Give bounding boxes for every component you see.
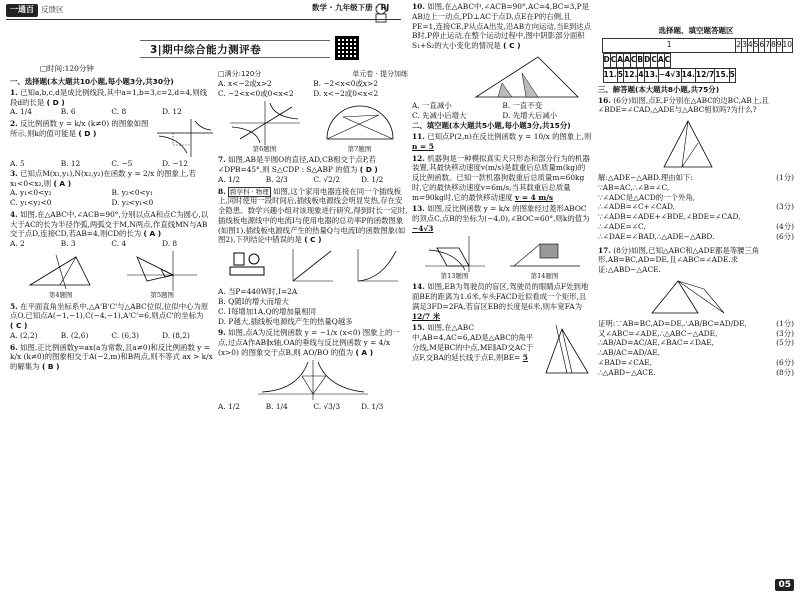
exam-time: □时间:120分钟 [40, 64, 94, 73]
question-8-options [218, 287, 408, 326]
question-1 [10, 88, 213, 117]
brand [6, 4, 64, 17]
q-number: 17. [598, 245, 611, 255]
table-cell: 3 [742, 38, 748, 52]
sol-text: ∴AB/AD=AC/AE,∠BAC=∠DAE, [598, 338, 714, 348]
sol-score: (3分) [776, 328, 794, 338]
solution-line [598, 329, 794, 339]
figure-caption: 第7题图 [347, 144, 372, 153]
answer-table-title: 选择题、填空题答题区 [658, 26, 734, 35]
graph-Q-I [352, 247, 400, 285]
sol-score: (6分) [776, 231, 794, 241]
q-number: 13. [412, 204, 425, 214]
option: A. 2 [10, 239, 25, 249]
solution-line [598, 173, 794, 183]
table-cell: A [617, 53, 624, 67]
q-number: 14. [412, 282, 425, 292]
q-text: 如图,反比例函数 y = k/x 的图象经过菱形ABOC的顶点C,点B的坐标为(−4,0),∠BOC=60°,则k的值为 [412, 204, 590, 224]
question-14 [412, 282, 592, 321]
question-11 [412, 132, 592, 152]
sol-score: (6分) [776, 357, 794, 367]
q-number: 16. [598, 95, 611, 105]
graph-I-P [287, 247, 335, 285]
table-cell: 11. [603, 68, 617, 82]
sol-text: ∴∠ADB=∠C+∠CAD, [598, 202, 676, 212]
figure-13 [425, 236, 485, 272]
q-text: 在平面直角坐标系中,△A'B'C'与△ABC位似,位似中心为原点O,已知点A(−1,−1),C(−4,−1),A'C'=6,则点C'的坐标为 [10, 301, 209, 321]
q-answer: ( D ) [359, 165, 378, 175]
section1-heading: 一、选择题(本大题共10小题,每小题3分,共30分) [10, 77, 174, 86]
question-15 [412, 323, 592, 377]
table-cell: 5 [617, 68, 623, 82]
q-number: 12. [412, 153, 425, 163]
q-number: 6. [10, 342, 18, 352]
table-cell: 15. [715, 68, 729, 82]
table-cell: 7 [765, 38, 771, 52]
q-answer: ( D ) [78, 128, 97, 138]
option: A. 当P=440W时,I=2A [218, 287, 298, 297]
q-text: 已知点M(x₁,y₁),N(x₂,y₂)在函数 y = 2/x 的图象上,若x₁<0<x₂,则 [10, 168, 197, 188]
sol-text: ∴∠ADE=∠C, [598, 222, 646, 232]
option: D. P越大,插线板电源线产生的热量Q越多 [218, 316, 353, 326]
table-cell: D [603, 53, 610, 67]
brand-logo: 一通百 [6, 4, 38, 17]
sol-score: (1分) [776, 318, 794, 328]
table-cell: C [630, 53, 637, 67]
question-17 [598, 246, 794, 275]
series-label: 数学 · 九年级下册 · RJ [312, 3, 390, 12]
subject-tag: 跨学科 · 物理 [230, 187, 269, 196]
page-number: 05 [775, 579, 794, 591]
q-text: 如图,在△ABC中,∠ACB=90°,分别以点A和点C为圆心,以大于AC的长为半径作弧,两弧交于M,N两点,作直线MN与AB交于点D,连接CD,若AB=4,则CD的长为 [10, 209, 209, 239]
table-cell: 12/7 [695, 68, 714, 82]
q-number: 1. [10, 87, 18, 97]
table-cell: 8 [770, 38, 776, 52]
q-answer: ( B ) [41, 362, 60, 372]
q-answer: ( A ) [53, 178, 72, 188]
solution-line [598, 338, 794, 348]
solution-line [598, 348, 794, 358]
q-text: 机器狗是一种模拟真实犬只形态和部分行为的机器装置,其最快移动速度v(m/s)是载重后总质量m(kg)的反比例函数。已知一款机器狗载重后总质量m=60kg时,它的最快移动速度v=6m/s,当其载重后总质量m=90kg时,它的最快移动速度 [412, 153, 590, 202]
table-cell: 1 [603, 38, 736, 52]
option: A. x<−2或x>2 [218, 79, 272, 89]
solution-line [598, 368, 794, 378]
question-6 [10, 343, 213, 372]
q-answer: ( C ) [304, 235, 322, 245]
question-10 [412, 2, 592, 51]
option: A. (2,2) [10, 330, 38, 340]
option: D. 1/3 [361, 401, 384, 411]
option: A. 一直减小 [412, 100, 452, 110]
answer-table-answers [603, 53, 672, 68]
fill-answer: n = 5 [412, 141, 434, 151]
q-text: 如图,AB是半圆O的直径,AD,CB相交于点P,若∠DPB=45°,则 S△CDP : S△ABP 的值为 [218, 155, 376, 175]
q-answer: ( A ) [355, 347, 374, 357]
table-cell: B [637, 53, 644, 67]
option: D. x<−2或0<x<2 [313, 89, 379, 98]
q-answer: ( C ) [503, 41, 521, 51]
answer-table-nums [603, 38, 793, 52]
q6-options [218, 79, 408, 99]
table-cell: 13. [644, 68, 658, 82]
figures-4-5 [10, 251, 213, 300]
question-3 [10, 169, 213, 208]
section3-heading: 三、解答题(本大题共8小题,共75分) [598, 84, 720, 94]
figure-15 [542, 323, 592, 377]
table-cell: 5 [753, 38, 759, 52]
sol-text: ∵AB=AC,∴∠B=∠C, [598, 182, 670, 192]
option: A. 1/4 [10, 107, 32, 117]
q-answer: ( C ) [10, 321, 28, 331]
sol-text: 又∠ABC=∠ADE,∴△ABC∽△ADE, [598, 328, 718, 338]
q-number: 11. [412, 132, 425, 142]
column-4 [598, 2, 794, 377]
q-number: 5. [10, 301, 18, 311]
table-cell: D [644, 53, 651, 67]
q-options [218, 175, 408, 185]
option: C. √2/2 [313, 174, 341, 184]
option: C. y₁<y₂<0 [10, 198, 52, 208]
solution-16 [598, 173, 794, 241]
q-options [10, 107, 213, 117]
figure-6 [230, 101, 300, 145]
q-number: 8. [218, 186, 226, 196]
exam-score: □满分:120分 [218, 70, 262, 78]
q-text: 如图,点A为反比例函数 y = −1/x (x<0) 图象上的一点,过点A作AB∥x轴,OA的垂线与反比例函数 y = 4/x (x>0) 的图象交于点B,则 AO/BO 的值为 [218, 328, 400, 357]
option: C. −5 [111, 159, 133, 169]
score-line [218, 70, 408, 79]
option: C. 4 [111, 239, 127, 249]
option: B. y₂<0<y₁ [111, 188, 153, 198]
figure-caption: 第6题图 [252, 144, 277, 153]
exam-meta [40, 64, 156, 74]
option: B. 6 [60, 107, 76, 117]
figure-hyperbola [157, 119, 213, 157]
figure-4 [26, 251, 96, 291]
header-rule [6, 19, 401, 20]
option: A. 1/2 [218, 401, 240, 411]
option: D. 12 [162, 107, 182, 117]
figure-9 [258, 360, 368, 400]
option: A. 5 [10, 159, 25, 169]
question-2 [10, 119, 213, 157]
figures-6-7 [218, 101, 408, 154]
q-number: 9. [218, 328, 226, 338]
q-text: 反比例函数 y = k/x (k≠0) 的图象如图所示,则k的值可能是 [10, 119, 149, 138]
sol-score: (3分) [776, 202, 794, 212]
q-answer: ( D ) [46, 97, 65, 107]
question-16 [598, 96, 794, 116]
figure-caption: 第4题图 [48, 290, 73, 299]
sol-text: 证明:∵AB=BC,AD=DE,∴AB/BC=AD/DE, [598, 318, 747, 328]
power-strip-illustration [226, 247, 270, 285]
table-cell: 14. [681, 68, 695, 82]
q-number: 15. [412, 323, 425, 333]
option: A. y₁<0<y₂ [10, 188, 52, 198]
figure-16 [658, 117, 718, 171]
option: A. 1/2 [218, 174, 240, 184]
option: B. 12 [60, 159, 81, 169]
figure-5 [127, 251, 197, 291]
q-number: 10. [412, 2, 425, 11]
fill-answer: 12/7 米 [412, 311, 441, 321]
column-3 [412, 2, 592, 379]
solution-17 [598, 319, 794, 378]
table-cell: 2 [736, 38, 742, 52]
table-cell: 12. [624, 68, 638, 82]
figure-10 [472, 53, 582, 101]
q-number: 7. [218, 155, 226, 165]
q-options [218, 402, 408, 412]
sol-text: ∵∠ADC是△ACD的一个外角, [598, 192, 696, 202]
option: C. (6,3) [111, 330, 139, 340]
option: D. −12 [162, 159, 189, 169]
unit-note: 单元卷 · 提分加练 [352, 70, 408, 78]
q-text: 如图,这个家用电器连接在同一个插线板上,同时使用一段时间后,插线板电源线会明显发热,存在安全隐患。数学兴趣小组对该现象进行研究,得到时长一定时,插线板电源线中的电流I与使用电器的总功率P的函数图象(如图1),插线板电源线产生的热量Q与电流I的函数图象(如图2),下列结论中错误的是 [218, 186, 408, 245]
table-cell: C [651, 53, 658, 67]
option: C. √3/3 [313, 401, 341, 411]
q-number: 2. [10, 119, 18, 129]
option: B. (2,6) [60, 330, 89, 340]
table-cell: 4 [638, 68, 644, 82]
q2-options [10, 159, 213, 169]
question-5 [10, 302, 213, 341]
option: D. 8 [162, 239, 178, 249]
mascot-icon [372, 2, 390, 24]
question-9 [218, 328, 408, 411]
answer-table [602, 38, 793, 83]
figure-caption: 第14题图 [530, 271, 559, 280]
option: C. 8 [111, 107, 127, 117]
option: C. I每增加1A,Q的增加量相同 [218, 306, 316, 316]
fill-answer: 5 [522, 352, 528, 362]
q-text: 如图,EB为驾驶员的盲区,驾驶员的眼睛点F处到地面BE的距离为1.6米,车头FACD近似看成一个矩形,且满足3FD=2FA,若盲区EB的长度是6米,则车宽FA为 [412, 282, 589, 311]
solution-line [598, 193, 794, 203]
sol-text: ∴△ABD∽△ACE. [598, 367, 656, 377]
figure-8 [218, 247, 408, 285]
solution-line [598, 319, 794, 329]
q-number: 3. [10, 168, 18, 178]
table-cell: A [657, 53, 664, 67]
qr-code-icon [335, 36, 359, 60]
table-cell: A [624, 53, 631, 67]
figure-17 [648, 277, 728, 317]
sol-score: (1分) [776, 173, 794, 183]
page-title: 3|期中综合能力测评卷 [150, 44, 262, 56]
sol-text: ∴AB/AC=AD/AE, [598, 348, 660, 358]
option: B. 3 [60, 239, 76, 249]
table-cell: −4√3 [658, 68, 681, 82]
figure-caption: 第5题图 [150, 290, 175, 299]
sol-score: (4分) [776, 222, 794, 232]
option: B. 2/3 [265, 174, 288, 184]
q-text: 如图,在△ABC中,AB=4,AC=6,AD是△ABC的角平分线,M是BC的中点,ME∥AD交AC于点F,交BA的延长线于点E,则BE= [412, 323, 534, 362]
option: B. 1/4 [265, 401, 288, 411]
q10-options [412, 101, 592, 121]
q-text: (8分)如图,已知△ABC和△ADE都是等腰三角形,AB=BC,AD=DE,且∠ABC=∠ADE.求证:△ABD∽△ACE. [598, 245, 760, 275]
sol-text: ∴∠DAE=∠BAD,∴△ADE∽△ABD. [598, 231, 715, 241]
solution-line [598, 183, 794, 193]
option: D. y₂<y₁<0 [111, 198, 154, 208]
q-options [10, 188, 213, 208]
q-options [10, 239, 213, 249]
solution-line [598, 212, 794, 222]
q-number: 4. [10, 209, 18, 219]
figure-14 [510, 236, 580, 272]
option: C. 先减小后增大 [412, 110, 467, 120]
fill-answer: −4√3 [412, 224, 434, 234]
sol-score: (5分) [776, 338, 794, 348]
solution-line [598, 222, 794, 232]
table-cell: C [664, 53, 671, 67]
option: C. −2<x<0或0<x<2 [218, 89, 294, 98]
option: D. 1/2 [361, 174, 384, 184]
q-options [10, 331, 213, 341]
q-text: (6分)如图,点E,F分别在△ABC的边BC,AB上,且∠BDE=∠CAD,△ADE与△ABC相似吗?为什么? [598, 95, 769, 115]
q-text: 如图,在△ABC中,∠ACB=90°,AC=4,BC=3,P是AB边上一动点,PD⊥AC于点D,点E在P的右侧,且PE=1,连接CE,P从点A出发,沿AB方向运动,当E到达点B时,P停止运动,在整个运动过程中,图中阴影部分面积S₁+S₂的大小变化的情况是 [412, 2, 592, 51]
sol-score: (8分) [776, 367, 794, 377]
option: B. −2<x<0或x>2 [313, 79, 378, 89]
question-4 [10, 210, 213, 249]
option: D. (8,2) [162, 330, 190, 340]
q-text: 如图,正比例函数y=ax(a为常数,且a≠0)和反比例函数 y = k/x (k≠0)的图象相交于A(−2,m)和B两点,则不等式 ax > k/x 的解集为 [10, 342, 213, 372]
question-12 [412, 154, 592, 203]
option: B. Q随I的增大而增大 [218, 297, 289, 306]
sol-text: 解:△ADE∽△ABD.理由如下: [598, 173, 693, 183]
sol-text: ∠BAD=∠CAE, [598, 357, 653, 367]
table-cell: 10 [782, 38, 793, 52]
option: D. 先增大后减小 [502, 110, 558, 120]
question-8 [218, 187, 408, 246]
section2-heading: 二、填空题(本大题共5小题,每小题3分,共15分) [412, 121, 571, 131]
column-2 [218, 70, 408, 413]
sol-text: ∵∠ADB=∠ADE+∠BDE,∠BDE=∠CAD, [598, 212, 741, 222]
table-cell: 9 [776, 38, 782, 52]
table-cell: 4 [747, 38, 753, 52]
fill-answer: v = 4 m/s [515, 192, 554, 202]
figures-13-14 [412, 236, 592, 281]
table-cell: C [610, 53, 617, 67]
question-13 [412, 204, 592, 233]
q-answer: ( A ) [143, 229, 162, 239]
figure-7 [323, 101, 397, 145]
figure-caption: 第13题图 [440, 271, 469, 280]
table-cell: 6 [759, 38, 765, 52]
page-footer [775, 580, 794, 592]
column-1 [10, 76, 213, 374]
solution-line [598, 358, 794, 368]
area-label: 反馈区 [41, 5, 64, 15]
q-text: 已知a,b,c,d是成比例线段,其中a=1,b=3,c=2,d=4,则线段d的长是 [10, 87, 208, 107]
solution-line [598, 232, 794, 242]
table-cell: 5 [729, 68, 735, 82]
answer-table-fill [603, 68, 736, 83]
q-text: 已知点P(2,n)在反比例函数 y = 10/x 的图象上,则 [427, 132, 592, 142]
question-7 [218, 155, 408, 184]
option: B. 一直不变 [502, 100, 543, 110]
solution-line [598, 202, 794, 212]
